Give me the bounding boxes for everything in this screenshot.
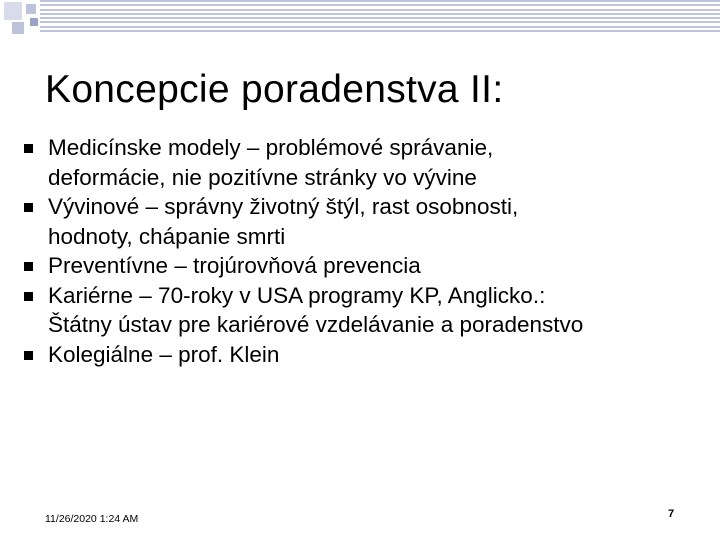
header-stripes [40,0,720,32]
header-stripe [40,30,720,32]
bullet-text-line: Kariérne – 70-roky v USA programy KP, Anglicko.: [48,282,546,308]
square-bullet-icon [24,144,33,153]
bullet-list [24,133,714,369]
header-stripe [40,9,720,11]
bullet-item [24,192,714,251]
bullet-text-line: deformácie, nie pozitívne stránky vo vývine [48,164,477,190]
header-stripe [40,4,720,6]
square-bullet-icon [24,351,33,360]
footer-date: 11/26/2020 1:24 AM [45,513,139,525]
bullet-text-line: Vývinové – správny životný štýl, rast osobnosti, [48,194,519,219]
square-bullet-icon [24,262,33,271]
square-bullet-icon [24,203,33,212]
header-stripe [40,26,720,28]
bullet-item [24,251,714,281]
header-stripe [40,21,720,23]
bullet-text-line: Medicínske modely – problémové správanie, [48,135,494,160]
bullet-item [24,281,714,340]
slide-title: Koncepcie poradenstva II: [45,68,504,111]
bullet-text-line: hodnoty, chápanie smrti [48,223,286,249]
page-number: 7 [668,508,675,520]
bullet-item [24,340,714,370]
square-bullet-icon [24,292,33,301]
bullet-text-line: Kolegiálne – prof. Klein [48,341,280,367]
header-stripe [40,0,720,2]
bullet-item [24,133,714,192]
bullet-text-line: Štátny ústav pre kariérové vzdelávanie a poradenstvo [48,312,584,337]
header-stripe [40,17,720,19]
header-stripe [40,13,720,15]
bullet-text-line: Preventívne – trojúrovňová prevencia [48,253,421,278]
